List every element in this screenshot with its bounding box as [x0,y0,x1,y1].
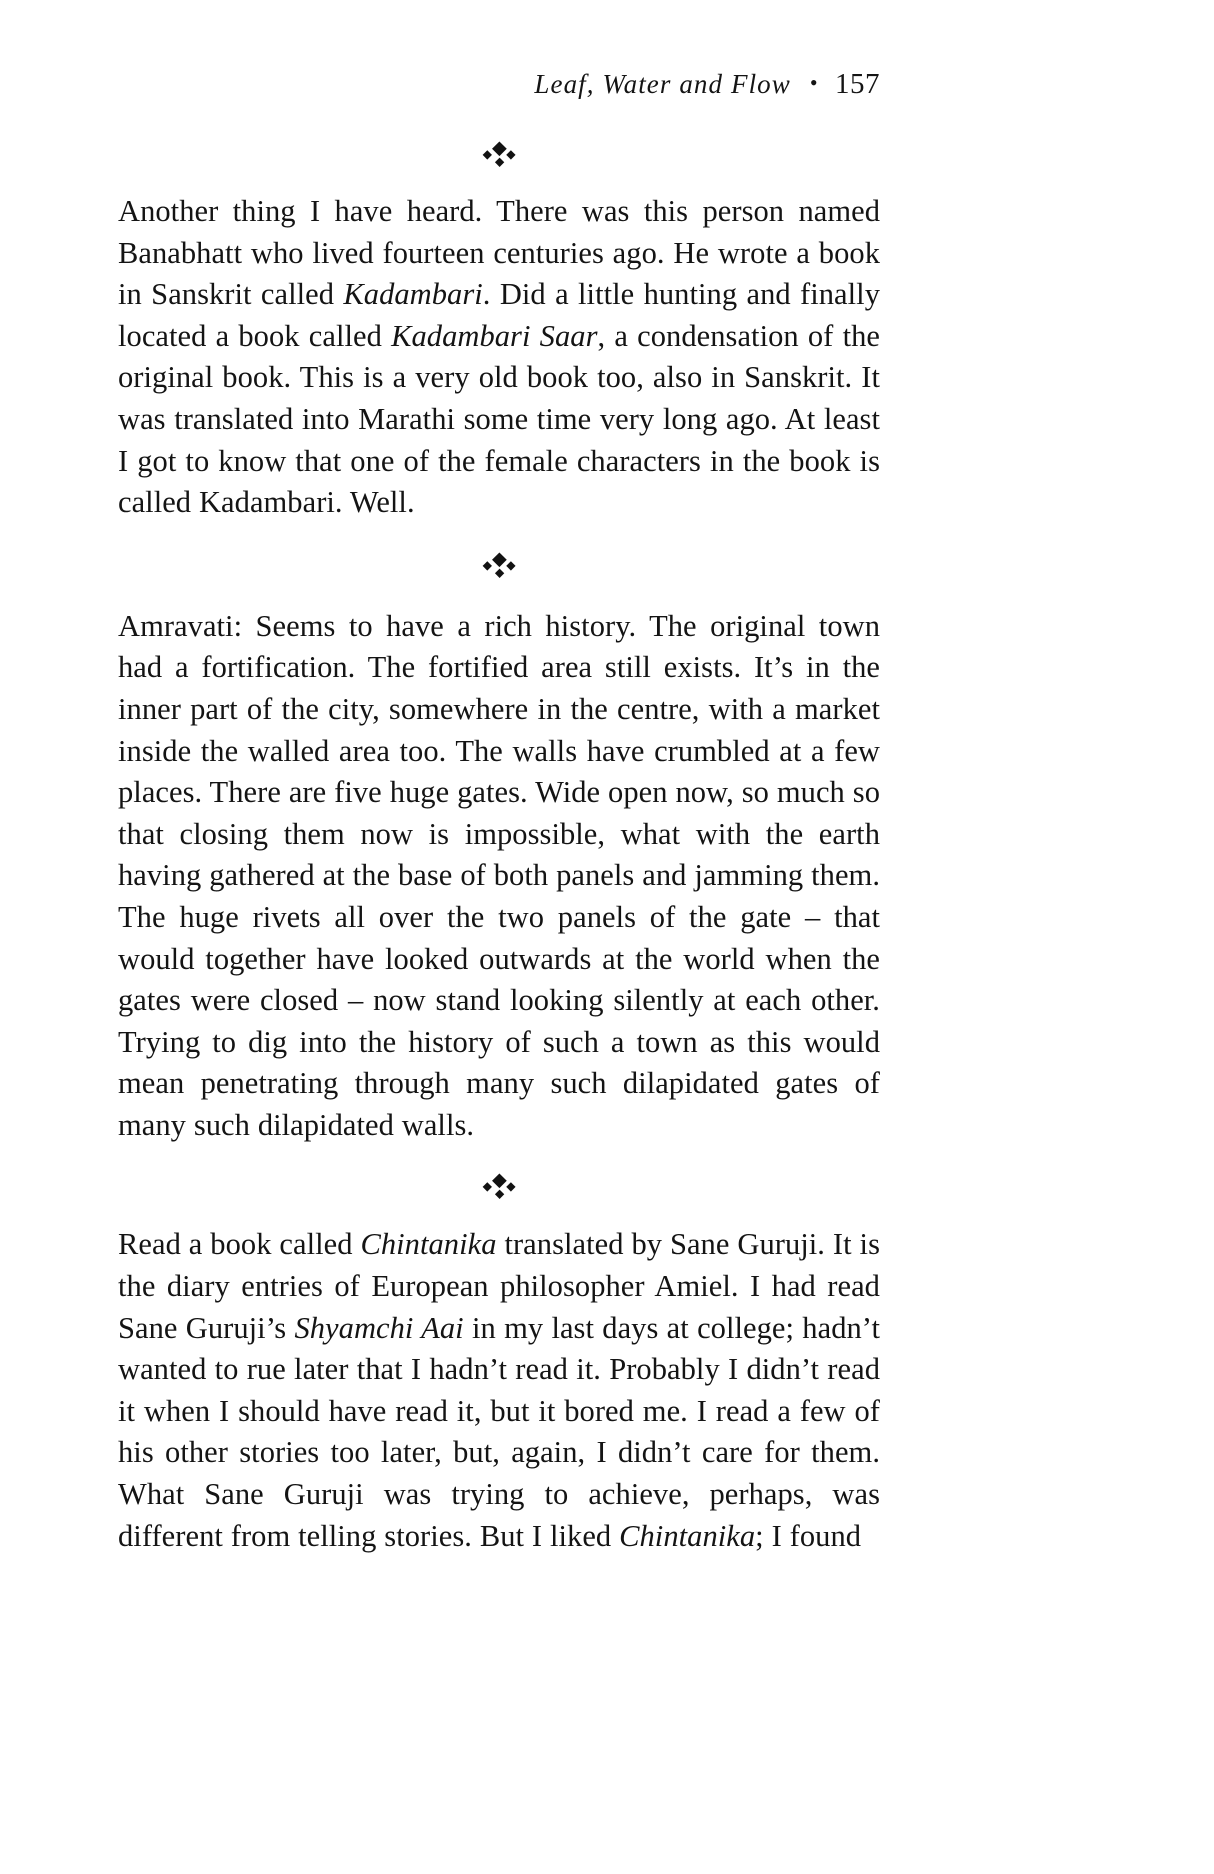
italic-title: Shyamchi Aai [294,1310,464,1345]
section-ornament-2 [118,550,880,584]
paragraph-amravati: Amravati: Seems to have a rich history. The original town had a fortification. The fortified area still exists. It’s in the inner part of the city, somewhere in the centre, with a market inside the walled area too. The walls have crumbled at a few places. There are five huge gates. Wide open now, so much so that closing them now is impossible, what with the earth having gathered at the base of both panels and jamming them. The huge rivets all over the two panels of the gate – that would together have looked outwards at the world when the gates were closed – now stand looking silently at each other. Trying to dig into the history of such a town as this would mean penetrating through many such dilapidated gates of many such dilapidated walls. [118,608,880,1142]
running-head-title: Leaf, Water and Flow [534,69,791,99]
page-content-frame [118,0,880,1557]
italic-title: Kadambari Saar [391,318,598,353]
four-diamond-ornament-icon [479,141,519,171]
italic-title: Kadambari [343,277,483,312]
paragraph-chintanika: Read a book called Chintanika translated by Sane Guruji. It is the diary entries of European philosopher Amiel. I had read Sane Guruji’s Shyamchi Aai in my last days at college; hadn’t wanted to rue later that I hadn’t read it. Probably I didn’t read it when I should have read it, but it bored me. I read a few of his other stories too later, but, again, I didn’t care for them. What Sane Guruji was trying to achieve, perhaps, was different from telling stories. But I liked Chintanika; I found [118,1227,880,1553]
four-diamond-ornament-icon [479,552,519,582]
italic-title: Chintanika [619,1518,756,1553]
page-number: 157 [835,68,880,100]
italic-title: Chintanika [360,1227,497,1262]
section-ornament-3 [118,1170,880,1204]
running-head-separator: • [809,70,818,95]
paragraph-banabhatt: Another thing I have heard. There was this person named Banabhatt who lived fourteen centuries ago. He wrote a book in Sanskrit called Kadambari. Did a little hunting and finally located a book called Kadambari Saar, a condensation of the original book. This is a very old book too, also in Sanskrit. It was translated into Marathi some time very long ago. At least I got to know that one of the female characters in the book is called Kadambari. Well. [118,194,880,520]
running-head [118,68,880,101]
section-ornament-1 [118,139,880,173]
four-diamond-ornament-icon [479,1173,519,1203]
